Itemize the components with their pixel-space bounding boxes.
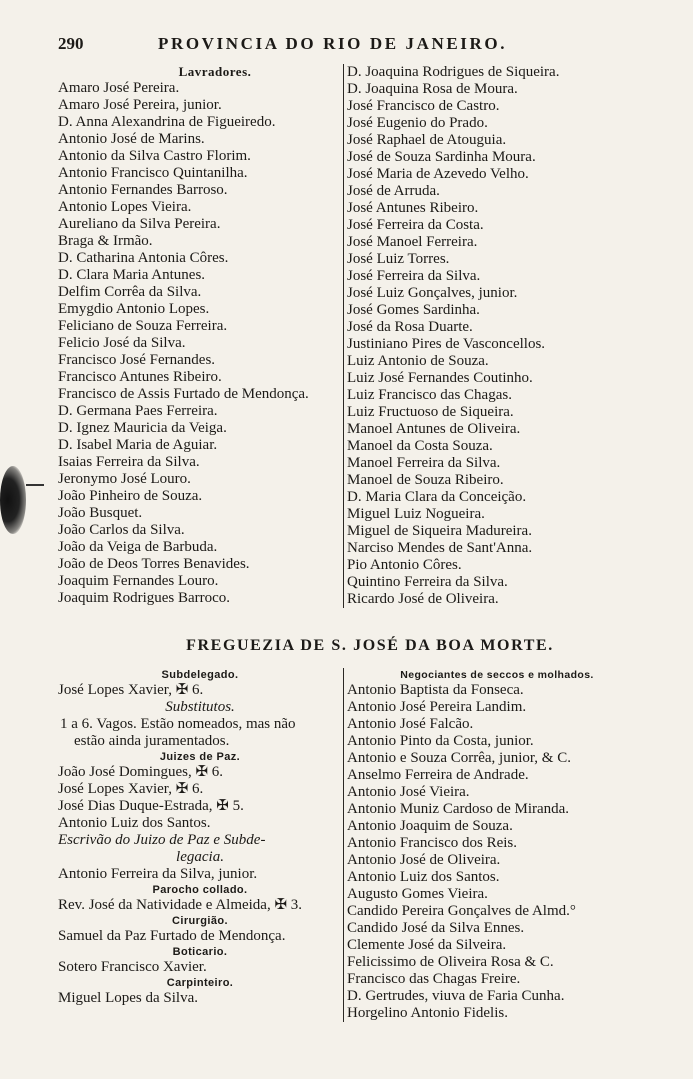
lavrador-entry: Quintino Ferreira da Silva. [347,574,508,590]
lavrador-entry: Antonio da Silva Castro Florim. [58,148,251,164]
negociante-entry: Antonio Baptista da Fonseca. [347,682,524,698]
lavrador-entry: José Eugenio do Prado. [347,115,488,131]
lavrador-entry: Jeronymo José Louro. [58,471,191,487]
escrivao-name: Antonio Ferreira da Silva, junior. [58,866,258,882]
negociante-entry: Antonio José Falcão. [347,716,474,732]
officials-column [58,668,342,1007]
negociante-entry: Antonio Muniz Cardoso de Miranda. [347,801,570,817]
lavrador-entry: D. Joaquina Rosa de Moura. [347,81,518,97]
negociante-entry: Augusto Gomes Vieira. [347,886,488,902]
lavrador-entry: D. Isabel Maria de Aguiar. [58,437,218,453]
negociante-entry: Anselmo Ferreira de Andrade. [347,767,529,783]
boticario-heading: Boticario. [172,946,228,958]
negociante-entry: Francisco das Chagas Freire. [347,971,521,987]
escrivao-heading-1: Escrivão do Juizo de Paz e Subde- [58,832,266,848]
juiz-entry: José Lopes Xavier, ✠ 6. [58,781,204,797]
substitutos-text-2: estão ainda juramentados. [74,733,230,749]
negociante-entry: Antonio e Souza Corrêa, junior, & C. [347,750,571,766]
lavrador-entry: José Manoel Ferreira. [347,234,478,250]
lavrador-entry: Justiniano Pires de Vasconcellos. [347,336,546,352]
juizes-list [58,764,342,832]
lavrador-entry: Francisco de Assis Furtado de Mendonça. [58,386,309,402]
subdelegado-name: José Lopes Xavier, ✠ 6. [58,682,204,698]
lavrador-entry: Amaro José Pereira, junior. [58,97,222,113]
juiz-entry: João José Domingues, ✠ 6. [58,764,224,780]
lavrador-entry: Antonio Francisco Quintanilha. [58,165,248,181]
lavrador-entry: José Gomes Sardinha. [347,302,480,318]
lavrador-entry: Miguel de Siqueira Madureira. [347,523,532,539]
negociante-entry: Candido Pereira Gonçalves de Almd.° [347,903,576,919]
lavrador-entry: D. Anna Alexandrina de Figueiredo. [58,114,276,130]
negociantes-heading: Negociantes de seccos e molhados. [400,669,594,681]
lavrador-entry: José Luiz Gonçalves, junior. [347,285,518,301]
lavrador-entry: João Busquet. [58,505,143,521]
negociantes-column [343,668,647,1022]
lavrador-entry: João Carlos da Silva. [58,522,185,538]
lavrador-entry: Manoel Ferreira da Silva. [347,455,501,471]
lavrador-entry: Luiz Antonio de Souza. [347,353,489,369]
lavrador-entry: João de Deos Torres Benavides. [58,556,250,572]
parocho-name: Rev. José da Natividade e Almeida, ✠ 3. [58,897,303,913]
cirurgiao-heading: Cirurgião. [172,915,228,927]
negociante-entry: Felicissimo de Oliveira Rosa & C. [347,954,554,970]
juiz-entry: Antonio Luiz dos Santos. [58,815,211,831]
lavrador-entry: Luiz Francisco das Chagas. [347,387,512,403]
negociante-entry: Antonio Joaquim de Souza. [347,818,513,834]
lavrador-entry: José de Souza Sardinha Moura. [347,149,536,165]
lavrador-entry: D. Ignez Mauricia da Veiga. [58,420,227,436]
margin-mark [26,484,44,486]
lavrador-entry: Isaias Ferreira da Silva. [58,454,200,470]
carpinteiro-name: Miguel Lopes da Silva. [58,990,198,1006]
negociante-entry: Antonio Luiz dos Santos. [347,869,500,885]
lavrador-entry: D. Germana Paes Ferreira. [58,403,218,419]
lavrador-entry: Amaro José Pereira. [58,80,180,96]
lavrador-entry: Manoel da Costa Souza. [347,438,493,454]
lavrador-entry: Joaquim Rodrigues Barroco. [58,590,231,606]
juizes-heading: Juizes de Paz. [159,751,241,763]
lavrador-entry: José Maria de Azevedo Velho. [347,166,529,182]
negociante-entry: Candido José da Silva Ennes. [347,920,525,936]
lavrador-entry: José Luiz Torres. [347,251,450,267]
cirurgiao-name: Samuel da Paz Furtado de Mendonça. [58,928,286,944]
lavrador-entry: Francisco José Fernandes. [58,352,216,368]
lavradores-column-left [58,64,342,607]
carpinteiro-heading: Carpinteiro. [166,977,234,989]
lavrador-entry: José Ferreira da Costa. [347,217,484,233]
lavrador-entry: João da Veiga de Barbuda. [58,539,218,555]
lavrador-entry: José de Arruda. [347,183,440,199]
lavrador-entry: José Raphael de Atouguia. [347,132,507,148]
lavrador-entry: D. Maria Clara da Conceição. [347,489,527,505]
lavrador-entry: João Pinheiro de Souza. [58,488,203,504]
lavrador-entry: Pio Antonio Côres. [347,557,462,573]
lavrador-entry: Delfim Corrêa da Silva. [58,284,202,300]
negociante-entry: Antonio José Vieira. [347,784,470,800]
lavrador-entry: Joaquim Fernandes Louro. [58,573,219,589]
lavradores-heading: Lavradores. [178,64,252,79]
lavrador-entry: D. Joaquina Rodrigues de Siqueira. [347,64,560,80]
lavrador-entry: Luiz José Fernandes Coutinho. [347,370,533,386]
lavrador-entry: D. Clara Maria Antunes. [58,267,206,283]
subdelegado-heading: Subdelegado. [161,669,239,681]
lavrador-entry: Braga & Irmão. [58,233,153,249]
lavrador-entry: Antonio José de Marins. [58,131,205,147]
lavrador-entry: Emygdio Antonio Lopes. [58,301,210,317]
substitutos-text-1: 1 a 6. Vagos. Estão nomeados, mas não [60,716,296,732]
parocho-heading: Parocho collado. [152,884,248,896]
ink-blot [0,466,26,534]
negociante-entry: Antonio Francisco dos Reis. [347,835,517,851]
lavrador-entry: Aureliano da Silva Pereira. [58,216,221,232]
lavrador-entry: Felicio José da Silva. [58,335,186,351]
lavrador-entry: Francisco Antunes Ribeiro. [58,369,222,385]
lavrador-entry: Manoel Antunes de Oliveira. [347,421,521,437]
page-header [58,34,648,56]
lavrador-entry: Manoel de Souza Ribeiro. [347,472,504,488]
juiz-entry: José Dias Duque-Estrada, ✠ 5. [58,798,244,814]
substitutos-heading: Substitutos. [165,699,235,715]
negociante-entry: Antonio José Pereira Landim. [347,699,527,715]
negociante-entry: Horgelino Antonio Fidelis. [347,1005,508,1021]
lavrador-entry: Narciso Mendes de Sant'Anna. [347,540,533,556]
running-title: PROVINCIA DO RIO DE JANEIRO. [158,34,508,53]
lavrador-entry: José Francisco de Castro. [347,98,500,114]
lavrador-entry: José Ferreira da Silva. [347,268,481,284]
negociante-entry: Clemente José da Silveira. [347,937,507,953]
lavrador-entry: Antonio Lopes Vieira. [58,199,192,215]
lavrador-entry: D. Catharina Antonia Côres. [58,250,229,266]
lavrador-entry: José da Rosa Duarte. [347,319,473,335]
lavrador-entry: José Antunes Ribeiro. [347,200,479,216]
negociante-entry: Antonio José de Oliveira. [347,852,501,868]
section-title: FREGUEZIA DE S. JOSÉ DA BOA MORTE. [186,637,554,654]
lavrador-entry: Antonio Fernandes Barroso. [58,182,228,198]
page-number: 290 [58,34,84,53]
lavrador-entry: Luiz Fructuoso de Siqueira. [347,404,514,420]
negociante-entry: D. Gertrudes, viuva de Faria Cunha. [347,988,565,1004]
lavrador-entry: Feliciano de Souza Ferreira. [58,318,228,334]
lavrador-entry: Ricardo José de Oliveira. [347,591,499,607]
lavradores-column-right [343,64,647,608]
boticario-name: Sotero Francisco Xavier. [58,959,207,975]
escrivao-heading-2: legacia. [176,849,224,865]
negociante-entry: Antonio Pinto da Costa, junior. [347,733,534,749]
lavrador-entry: Miguel Luiz Nogueira. [347,506,485,522]
